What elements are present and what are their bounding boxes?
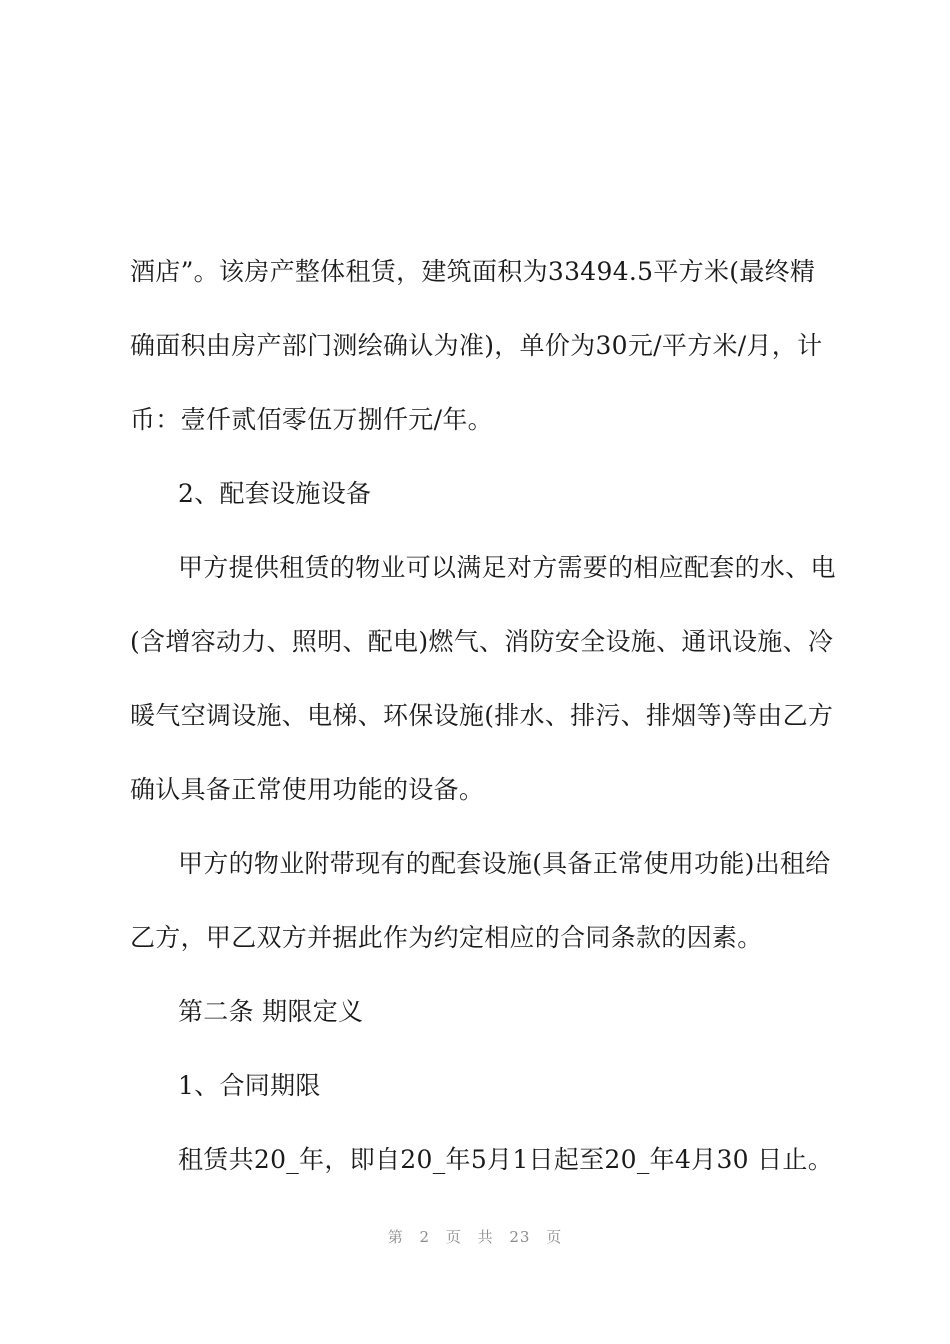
body-text-line: (含增容动力、照明、配电)燃气、消防安全设施、通讯设施、冷 bbox=[130, 627, 834, 656]
body-text-line: 酒店”。该房产整体租赁，建筑面积为33494.5平方米(最终精 bbox=[130, 257, 816, 286]
body-text-line: 确认具备正常使用功能的设备。 bbox=[130, 775, 485, 804]
body-text-line: 币：壹仟贰佰零伍万捌仟元/年。 bbox=[130, 405, 493, 434]
article-heading: 第二条 期限定义 bbox=[178, 997, 364, 1026]
section-heading: 1、合同期限 bbox=[178, 1071, 321, 1100]
body-text-line: 甲方的物业附带现有的配套设施(具备正常使用功能)出租给 bbox=[178, 849, 831, 878]
page-number-footer: 第 2 页 共 23 页 bbox=[387, 1228, 563, 1246]
body-text-line: 确面积由房产部门测绘确认为准)，单价为30元/平方米/月，计 bbox=[130, 331, 823, 360]
section-heading: 2、配套设施设备 bbox=[178, 479, 372, 508]
body-text-line: 暖气空调设施、电梯、环保设施(排水、排污、排烟等)等由乙方 bbox=[130, 701, 834, 730]
body-text-line: 乙方，甲乙双方并据此作为约定相应的合同条款的因素。 bbox=[130, 923, 763, 952]
body-text-line: 租赁共20_年，即自20_年5月1日起至20_年4月30 日止。 bbox=[178, 1145, 834, 1174]
body-text-line: 甲方提供租赁的物业可以满足对方需要的相应配套的水、电 bbox=[178, 553, 836, 582]
